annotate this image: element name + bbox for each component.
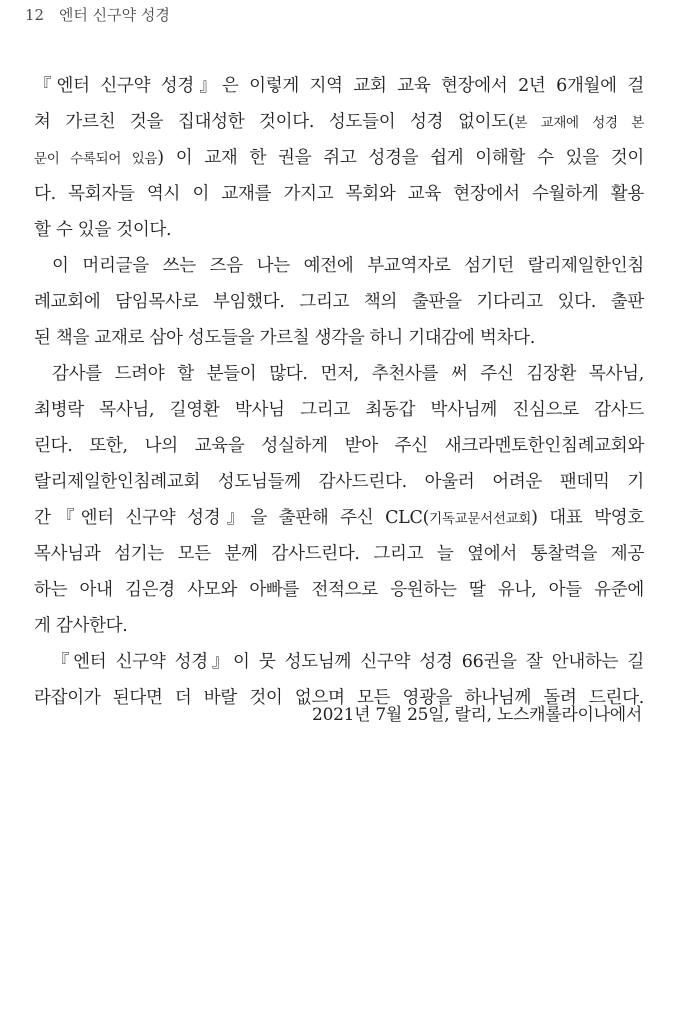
text-line: 다. 목회자들 역시 이 교재를 가지고 목회와 교육 현장에서 수월하게 활용 [34, 184, 644, 204]
text-line: 이 머리글을 쓰는 즈음 나는 예전에 부교역자로 섬기던 랄리제일한인침 [52, 256, 644, 276]
text-line: 간『엔터 신구약 성경』을 출판해 주신 CLC(기독교문서선교회) 대표 박영호 [34, 508, 645, 528]
running-header [25, 4, 170, 25]
text-line: 린다. 또한, 나의 교육을 성실하게 받아 주신 새크라멘토한인침례교회와 [34, 436, 644, 456]
paragraph [34, 248, 644, 356]
text-line: 문이 수록되어 있음) 이 교재 한 권을 쥐고 성경을 쉽게 이해할 수 있을 것이 [34, 148, 644, 168]
paragraph [34, 68, 644, 248]
text-line: 된 책을 교재로 삼아 성도들을 가르칠 생각을 하니 기대감에 벅차다. [34, 328, 535, 348]
text-line: 라잡이가 된다면 더 바랄 것이 없으며 모든 영광을 하나님께 돌려 드린다. [34, 688, 644, 708]
text-line: 최병락 목사님, 길영환 박사님 그리고 최동갑 박사님께 진심으로 감사드 [34, 400, 644, 420]
text-line: 쳐 가르친 것을 집대성한 것이다. 성도들이 성경 없이도(본 교재에 성경 본 [34, 112, 644, 132]
parenthetical-note: 본 교재에 성경 본 [514, 115, 644, 131]
paragraph [34, 356, 644, 644]
page-number: 12 [25, 6, 45, 24]
text-line: 랄리제일한인침례교회 성도님들께 감사드린다. 아울러 어려운 팬데믹 기 [34, 472, 644, 492]
book-title: 엔터 신구약 성경 [58, 6, 170, 24]
text-line: 『엔터 신구약 성경』은 이렇게 지역 교회 교육 현장에서 2년 6개월에 걸 [34, 76, 644, 96]
text-line: 례교회에 담임목사로 부임했다. 그리고 책의 출판을 기다리고 있다. 출판 [34, 292, 644, 312]
text-line: 『엔터 신구약 성경』이 뭇 성도님께 신구약 성경 66권을 잘 안내하는 길 [52, 652, 644, 672]
parenthetical-note: 문이 수록되어 있음 [34, 151, 158, 167]
text-line: 감사를 드려야 할 분들이 많다. 먼저, 추천사를 써 주신 김장환 목사님, [52, 364, 644, 384]
text-line: 하는 아내 김은경 사모와 아빠를 전적으로 응원하는 딸 유나, 아들 유준에 [34, 580, 644, 600]
text-line: 게 감사한다. [34, 616, 128, 636]
text-line: 목사님과 섬기는 모든 분께 감사드린다. 그리고 늘 옆에서 통찰력을 제공 [34, 544, 644, 564]
body-text [34, 68, 644, 716]
text-line: 할 수 있을 것이다. [34, 220, 172, 240]
parenthetical-note: 기독교문서선교회 [429, 511, 532, 527]
dateline: 2021년 7월 25일, 랄리, 노스캐롤라이나에서 [312, 705, 642, 725]
